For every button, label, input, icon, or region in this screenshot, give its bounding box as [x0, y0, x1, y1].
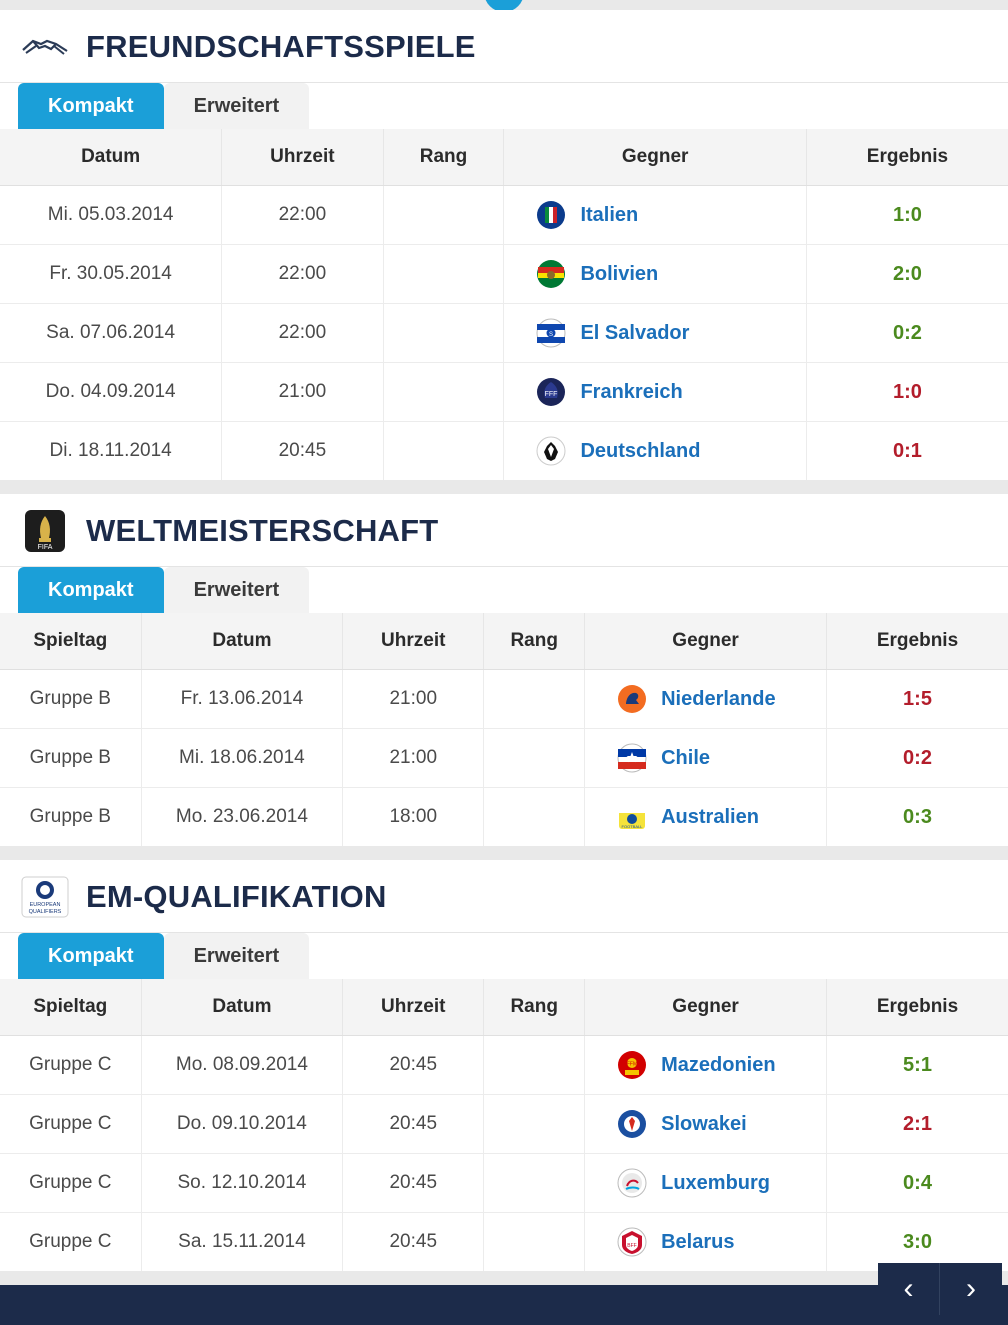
- cell-uhrzeit: 20:45: [343, 1036, 484, 1095]
- cell-spieltag: Gruppe B: [0, 729, 141, 788]
- world-cup-trophy-icon: [20, 508, 70, 554]
- svg-text:EUROPEAN: EUROPEAN: [29, 902, 61, 908]
- table-row[interactable]: [0, 1154, 1008, 1213]
- cell-datum: Mo. 08.09.2014: [141, 1036, 343, 1095]
- opponent-wrapper: [591, 743, 820, 773]
- result-score: 3:0: [903, 1230, 932, 1253]
- luxembourg-flag: [617, 1168, 647, 1198]
- table-header-row: [0, 613, 1008, 670]
- section-header: [0, 494, 1008, 567]
- svg-text:FFM: FFM: [626, 1061, 638, 1068]
- cell-gegner[interactable]: [585, 1154, 827, 1213]
- european-qualifiers-icon: [20, 875, 70, 919]
- netherlands-flag: [617, 684, 647, 714]
- svg-text:FFF: FFF: [545, 391, 558, 398]
- svg-text:BFF: BFF: [627, 1243, 637, 1249]
- section-title: FREUNDSCHAFTSSPIELE: [86, 29, 476, 64]
- macedonia-flag: [617, 1050, 647, 1080]
- opponent-link[interactable]: Slowakei: [661, 1112, 747, 1135]
- cell-datum: Do. 09.10.2014: [141, 1095, 343, 1154]
- opponent-link[interactable]: Mazedonien: [661, 1053, 776, 1076]
- column-header-spieltag: Spieltag: [0, 979, 141, 1036]
- section-weltmeisterschaft: [0, 494, 1008, 846]
- macedonia-flag: [617, 1050, 647, 1080]
- germany-flag: [536, 436, 566, 466]
- column-header-ergebnis: Ergebnis: [806, 129, 1008, 186]
- result-score: 0:4: [903, 1171, 932, 1194]
- cell-gegner[interactable]: [504, 422, 806, 481]
- cell-datum: Fr. 13.06.2014: [141, 670, 343, 729]
- tab-kompakt[interactable]: Kompakt: [18, 567, 164, 613]
- opponent-wrapper: [591, 684, 820, 714]
- slovakia-flag: [617, 1109, 647, 1139]
- cell-uhrzeit: 18:00: [343, 788, 484, 847]
- column-header-datum: Datum: [0, 129, 222, 186]
- cell-rang: [383, 245, 504, 304]
- column-header-uhrzeit: Uhrzeit: [222, 129, 383, 186]
- tab-bar: [0, 567, 1008, 613]
- result-score: 1:5: [903, 687, 932, 710]
- cell-ergebnis: [827, 1036, 1008, 1095]
- cell-rang: [484, 1213, 585, 1272]
- chile-flag: [617, 743, 647, 773]
- section-header: [0, 860, 1008, 933]
- table-row[interactable]: [0, 1095, 1008, 1154]
- tab-bar: [0, 83, 1008, 129]
- table-row[interactable]: [0, 788, 1008, 847]
- cell-uhrzeit: 20:45: [343, 1154, 484, 1213]
- cell-spieltag: Gruppe C: [0, 1213, 141, 1272]
- cell-gegner[interactable]: [504, 186, 806, 245]
- cell-spieltag: Gruppe B: [0, 670, 141, 729]
- cell-ergebnis: [827, 729, 1008, 788]
- table-header-row: [0, 129, 1008, 186]
- cell-ergebnis: [806, 304, 1008, 363]
- opponent-link[interactable]: Deutschland: [580, 439, 701, 462]
- opponent-link[interactable]: Frankreich: [580, 380, 683, 403]
- italy-flag: [536, 200, 566, 230]
- belarus-flag: [617, 1227, 647, 1257]
- column-header-datum: Datum: [141, 979, 343, 1036]
- tab-bar: [0, 933, 1008, 979]
- italy-flag: [536, 200, 566, 230]
- opponent-link[interactable]: Bolivien: [580, 262, 659, 285]
- tab-erweitert[interactable]: Erweitert: [164, 933, 310, 979]
- column-header-rang: Rang: [484, 979, 585, 1036]
- cell-rang: [484, 670, 585, 729]
- opponent-wrapper: [591, 1227, 820, 1257]
- cell-ergebnis: [806, 186, 1008, 245]
- cell-ergebnis: [827, 670, 1008, 729]
- pagination[interactable]: [878, 1263, 1002, 1315]
- table-row[interactable]: [0, 363, 1008, 422]
- result-score: 0:3: [903, 805, 932, 828]
- cell-uhrzeit: 22:00: [222, 245, 383, 304]
- opponent-wrapper: [510, 377, 799, 407]
- footer-bar: [0, 1272, 1008, 1325]
- result-score: 2:0: [892, 262, 922, 285]
- opponent-wrapper: [591, 802, 820, 832]
- opponent-link[interactable]: Italien: [580, 203, 639, 226]
- table-row[interactable]: [0, 422, 1008, 481]
- matches-table: [0, 613, 1008, 846]
- bolivia-flag: [536, 259, 566, 289]
- bolivia-flag: [536, 259, 566, 289]
- column-header-gegner: Gegner: [504, 129, 806, 186]
- table-header-row: [0, 979, 1008, 1036]
- cell-datum: So. 12.10.2014: [141, 1154, 343, 1213]
- cell-spieltag: Gruppe C: [0, 1036, 141, 1095]
- result-score: 1:0: [892, 380, 922, 403]
- table-row[interactable]: [0, 1036, 1008, 1095]
- column-header-uhrzeit: Uhrzeit: [343, 979, 484, 1036]
- result-score: 0:2: [903, 746, 932, 769]
- cell-ergebnis: [806, 245, 1008, 304]
- opponent-wrapper: [510, 318, 799, 348]
- column-header-gegner: Gegner: [585, 613, 827, 670]
- luxembourg-flag: [617, 1168, 647, 1198]
- cell-datum: Do. 04.09.2014: [0, 363, 222, 422]
- cell-uhrzeit: 21:00: [222, 363, 383, 422]
- cell-rang: [383, 422, 504, 481]
- column-header-uhrzeit: Uhrzeit: [343, 613, 484, 670]
- cell-ergebnis: [827, 1154, 1008, 1213]
- opponent-link[interactable]: Belarus: [661, 1230, 735, 1253]
- cell-ergebnis: [827, 788, 1008, 847]
- australia-flag: [617, 802, 647, 832]
- table-row[interactable]: [0, 729, 1008, 788]
- cell-rang: [383, 304, 504, 363]
- cell-uhrzeit: 21:00: [343, 670, 484, 729]
- cell-uhrzeit: 21:00: [343, 729, 484, 788]
- next-page-button[interactable]: ›: [940, 1263, 1002, 1315]
- result-score: 1:0: [892, 203, 922, 226]
- section-header: [0, 10, 1008, 83]
- chile-flag: [617, 743, 647, 773]
- cell-uhrzeit: 20:45: [222, 422, 383, 481]
- prev-page-button[interactable]: ‹: [878, 1263, 940, 1315]
- cell-spieltag: Gruppe C: [0, 1095, 141, 1154]
- column-header-ergebnis: Ergebnis: [827, 979, 1008, 1036]
- opponent-link[interactable]: Australien: [661, 805, 759, 828]
- cell-datum: Fr. 30.05.2014: [0, 245, 222, 304]
- column-header-rang: Rang: [484, 613, 585, 670]
- matches-table: [0, 979, 1008, 1271]
- cell-gegner[interactable]: [504, 363, 806, 422]
- section-title: EM-QUALIFIKATION: [86, 879, 387, 914]
- cell-uhrzeit: 20:45: [343, 1213, 484, 1272]
- section-freundschaftsspiele: [0, 10, 1008, 480]
- table-row[interactable]: [0, 186, 1008, 245]
- column-header-datum: Datum: [141, 613, 343, 670]
- opponent-wrapper: [591, 1050, 820, 1080]
- australia-flag: [617, 802, 647, 832]
- opponent-wrapper: [591, 1168, 820, 1198]
- germany-flag: [536, 436, 566, 466]
- cell-ergebnis: [806, 363, 1008, 422]
- table-row[interactable]: [0, 245, 1008, 304]
- svg-text:S: S: [549, 332, 554, 338]
- table-row[interactable]: [0, 304, 1008, 363]
- cell-rang: [484, 788, 585, 847]
- result-score: 0:1: [892, 439, 922, 462]
- france-flag: [536, 377, 566, 407]
- cell-ergebnis: [806, 422, 1008, 481]
- tab-erweitert[interactable]: Erweitert: [164, 567, 310, 613]
- tab-erweitert[interactable]: Erweitert: [164, 83, 310, 129]
- column-header-rang: Rang: [383, 129, 504, 186]
- opponent-wrapper: [510, 200, 799, 230]
- cell-datum: Sa. 15.11.2014: [141, 1213, 343, 1272]
- section-em-qualifikation: [0, 860, 1008, 1271]
- cell-rang: [484, 1036, 585, 1095]
- cell-uhrzeit: 20:45: [343, 1095, 484, 1154]
- belarus-flag: [617, 1227, 647, 1257]
- cell-gegner[interactable]: [585, 729, 827, 788]
- section-title: WELTMEISTERSCHAFT: [86, 513, 439, 548]
- cell-uhrzeit: 22:00: [222, 304, 383, 363]
- elsalvador-flag: [536, 318, 566, 348]
- cell-rang: [383, 363, 504, 422]
- cell-datum: Mo. 23.06.2014: [141, 788, 343, 847]
- france-flag: [536, 377, 566, 407]
- cell-rang: [484, 729, 585, 788]
- svg-text:QUALIFIERS: QUALIFIERS: [28, 909, 62, 915]
- circle-badge-icon: [484, 0, 524, 10]
- cell-datum: Sa. 07.06.2014: [0, 304, 222, 363]
- opponent-wrapper: [510, 436, 799, 466]
- cell-datum: Mi. 18.06.2014: [141, 729, 343, 788]
- top-decoration: [0, 0, 1008, 10]
- world-cup-trophy-icon: [23, 508, 67, 554]
- cell-rang: [484, 1154, 585, 1213]
- matches-table: [0, 129, 1008, 480]
- tab-kompakt[interactable]: Kompakt: [18, 83, 164, 129]
- handshake-icon: [20, 24, 70, 70]
- european-qualifiers-icon: [20, 874, 70, 920]
- cell-gegner[interactable]: [585, 1036, 827, 1095]
- tab-kompakt[interactable]: Kompakt: [18, 933, 164, 979]
- opponent-link[interactable]: Luxemburg: [661, 1171, 771, 1194]
- cell-rang: [484, 1095, 585, 1154]
- opponent-link[interactable]: Chile: [661, 746, 711, 769]
- result-score: 0:2: [892, 321, 922, 344]
- slovakia-flag: [617, 1109, 647, 1139]
- column-header-gegner: Gegner: [585, 979, 827, 1036]
- result-score: 5:1: [903, 1053, 932, 1076]
- column-header-spieltag: Spieltag: [0, 613, 141, 670]
- netherlands-flag: [617, 684, 647, 714]
- svg-text:FIFA: FIFA: [37, 544, 53, 551]
- cell-gegner[interactable]: [504, 245, 806, 304]
- cell-datum: Di. 18.11.2014: [0, 422, 222, 481]
- table-row[interactable]: [0, 670, 1008, 729]
- cell-gegner[interactable]: [585, 1213, 827, 1272]
- cell-datum: Mi. 05.03.2014: [0, 186, 222, 245]
- opponent-wrapper: [591, 1109, 820, 1139]
- handshake-icon: [20, 30, 70, 64]
- cell-gegner[interactable]: [585, 788, 827, 847]
- opponent-wrapper: [510, 259, 799, 289]
- cell-gegner[interactable]: [504, 304, 806, 363]
- table-row[interactable]: [0, 1213, 1008, 1272]
- svg-text:FOOTBALL: FOOTBALL: [621, 824, 643, 829]
- column-header-ergebnis: Ergebnis: [827, 613, 1008, 670]
- cell-uhrzeit: 22:00: [222, 186, 383, 245]
- result-score: 2:1: [903, 1112, 932, 1135]
- cell-spieltag: Gruppe B: [0, 788, 141, 847]
- opponent-link[interactable]: Niederlande: [661, 687, 776, 710]
- cell-rang: [383, 186, 504, 245]
- cell-gegner[interactable]: [585, 1095, 827, 1154]
- opponent-link[interactable]: El Salvador: [580, 321, 690, 344]
- cell-ergebnis: [827, 1095, 1008, 1154]
- cell-spieltag: Gruppe C: [0, 1154, 141, 1213]
- elsalvador-flag: [536, 318, 566, 348]
- cell-gegner[interactable]: [585, 670, 827, 729]
